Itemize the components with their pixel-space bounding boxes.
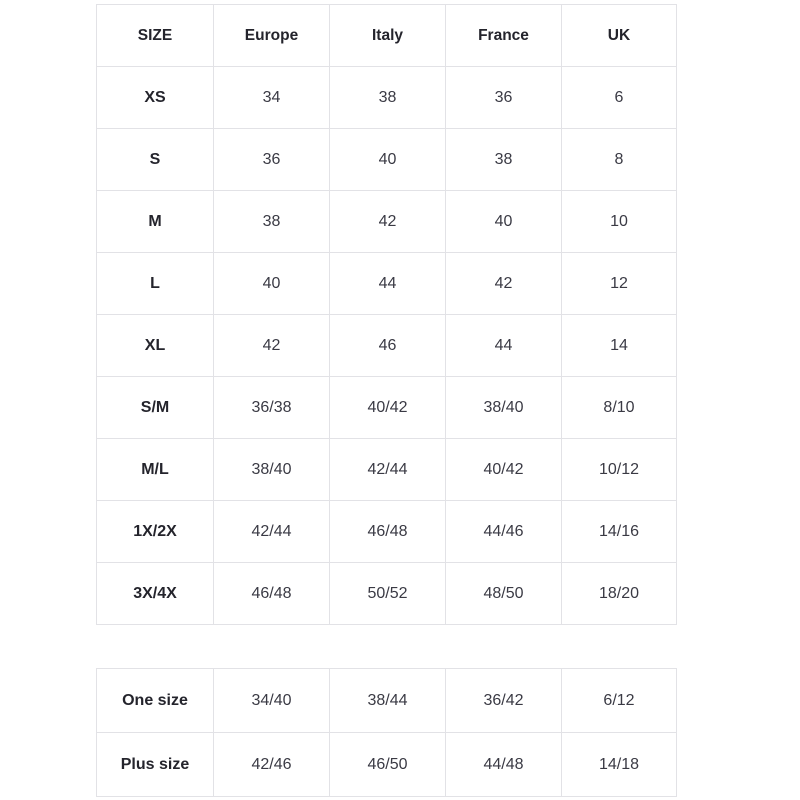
table-row (97, 253, 677, 315)
cell-france: 36/42 (446, 669, 562, 733)
size-conversion-table (96, 4, 677, 625)
table-row (97, 67, 677, 129)
table-row (97, 439, 677, 501)
cell-uk: 6 (562, 67, 677, 129)
row-label: One size (97, 669, 214, 733)
special-sizes-table (96, 668, 677, 797)
cell-france: 36 (446, 67, 562, 129)
column-header-uk: UK (562, 5, 677, 67)
cell-europe: 36/38 (214, 377, 330, 439)
row-label: XL (97, 315, 214, 377)
cell-uk: 10/12 (562, 439, 677, 501)
row-label: L (97, 253, 214, 315)
table-row (97, 501, 677, 563)
cell-italy: 40/42 (330, 377, 446, 439)
table-body (97, 669, 677, 797)
table-row (97, 377, 677, 439)
cell-italy: 44 (330, 253, 446, 315)
cell-europe: 42 (214, 315, 330, 377)
table-row (97, 129, 677, 191)
cell-italy: 38 (330, 67, 446, 129)
table-row (97, 563, 677, 625)
cell-uk: 18/20 (562, 563, 677, 625)
cell-france: 42 (446, 253, 562, 315)
cell-uk: 10 (562, 191, 677, 253)
table-header-row (97, 5, 677, 67)
cell-europe: 34 (214, 67, 330, 129)
cell-italy: 46/50 (330, 733, 446, 797)
cell-europe: 42/44 (214, 501, 330, 563)
table-row (97, 191, 677, 253)
cell-europe: 40 (214, 253, 330, 315)
row-label: 3X/4X (97, 563, 214, 625)
cell-europe: 38/40 (214, 439, 330, 501)
cell-italy: 40 (330, 129, 446, 191)
column-header-france: France (446, 5, 562, 67)
cell-france: 48/50 (446, 563, 562, 625)
column-header-italy: Italy (330, 5, 446, 67)
cell-france: 44/48 (446, 733, 562, 797)
cell-france: 38/40 (446, 377, 562, 439)
row-label: S/M (97, 377, 214, 439)
table-header (97, 5, 677, 67)
cell-italy: 38/44 (330, 669, 446, 733)
cell-europe: 42/46 (214, 733, 330, 797)
cell-italy: 42 (330, 191, 446, 253)
table-body (97, 67, 677, 625)
cell-europe: 38 (214, 191, 330, 253)
row-label: 1X/2X (97, 501, 214, 563)
cell-italy: 50/52 (330, 563, 446, 625)
column-header-europe: Europe (214, 5, 330, 67)
cell-france: 40 (446, 191, 562, 253)
column-header-size: SIZE (97, 5, 214, 67)
row-label: S (97, 129, 214, 191)
cell-uk: 14 (562, 315, 677, 377)
cell-uk: 6/12 (562, 669, 677, 733)
cell-france: 44 (446, 315, 562, 377)
table-row (97, 733, 677, 797)
row-label: XS (97, 67, 214, 129)
special-sizes-table-container (96, 668, 676, 797)
row-label: M (97, 191, 214, 253)
cell-italy: 46/48 (330, 501, 446, 563)
cell-uk: 14/16 (562, 501, 677, 563)
cell-europe: 34/40 (214, 669, 330, 733)
cell-europe: 46/48 (214, 563, 330, 625)
row-label: M/L (97, 439, 214, 501)
cell-uk: 14/18 (562, 733, 677, 797)
cell-uk: 12 (562, 253, 677, 315)
size-conversion-table-container (96, 4, 676, 625)
cell-uk: 8 (562, 129, 677, 191)
cell-france: 44/46 (446, 501, 562, 563)
cell-france: 40/42 (446, 439, 562, 501)
table-row (97, 669, 677, 733)
cell-italy: 46 (330, 315, 446, 377)
row-label: Plus size (97, 733, 214, 797)
cell-uk: 8/10 (562, 377, 677, 439)
cell-europe: 36 (214, 129, 330, 191)
cell-france: 38 (446, 129, 562, 191)
cell-italy: 42/44 (330, 439, 446, 501)
table-row (97, 315, 677, 377)
